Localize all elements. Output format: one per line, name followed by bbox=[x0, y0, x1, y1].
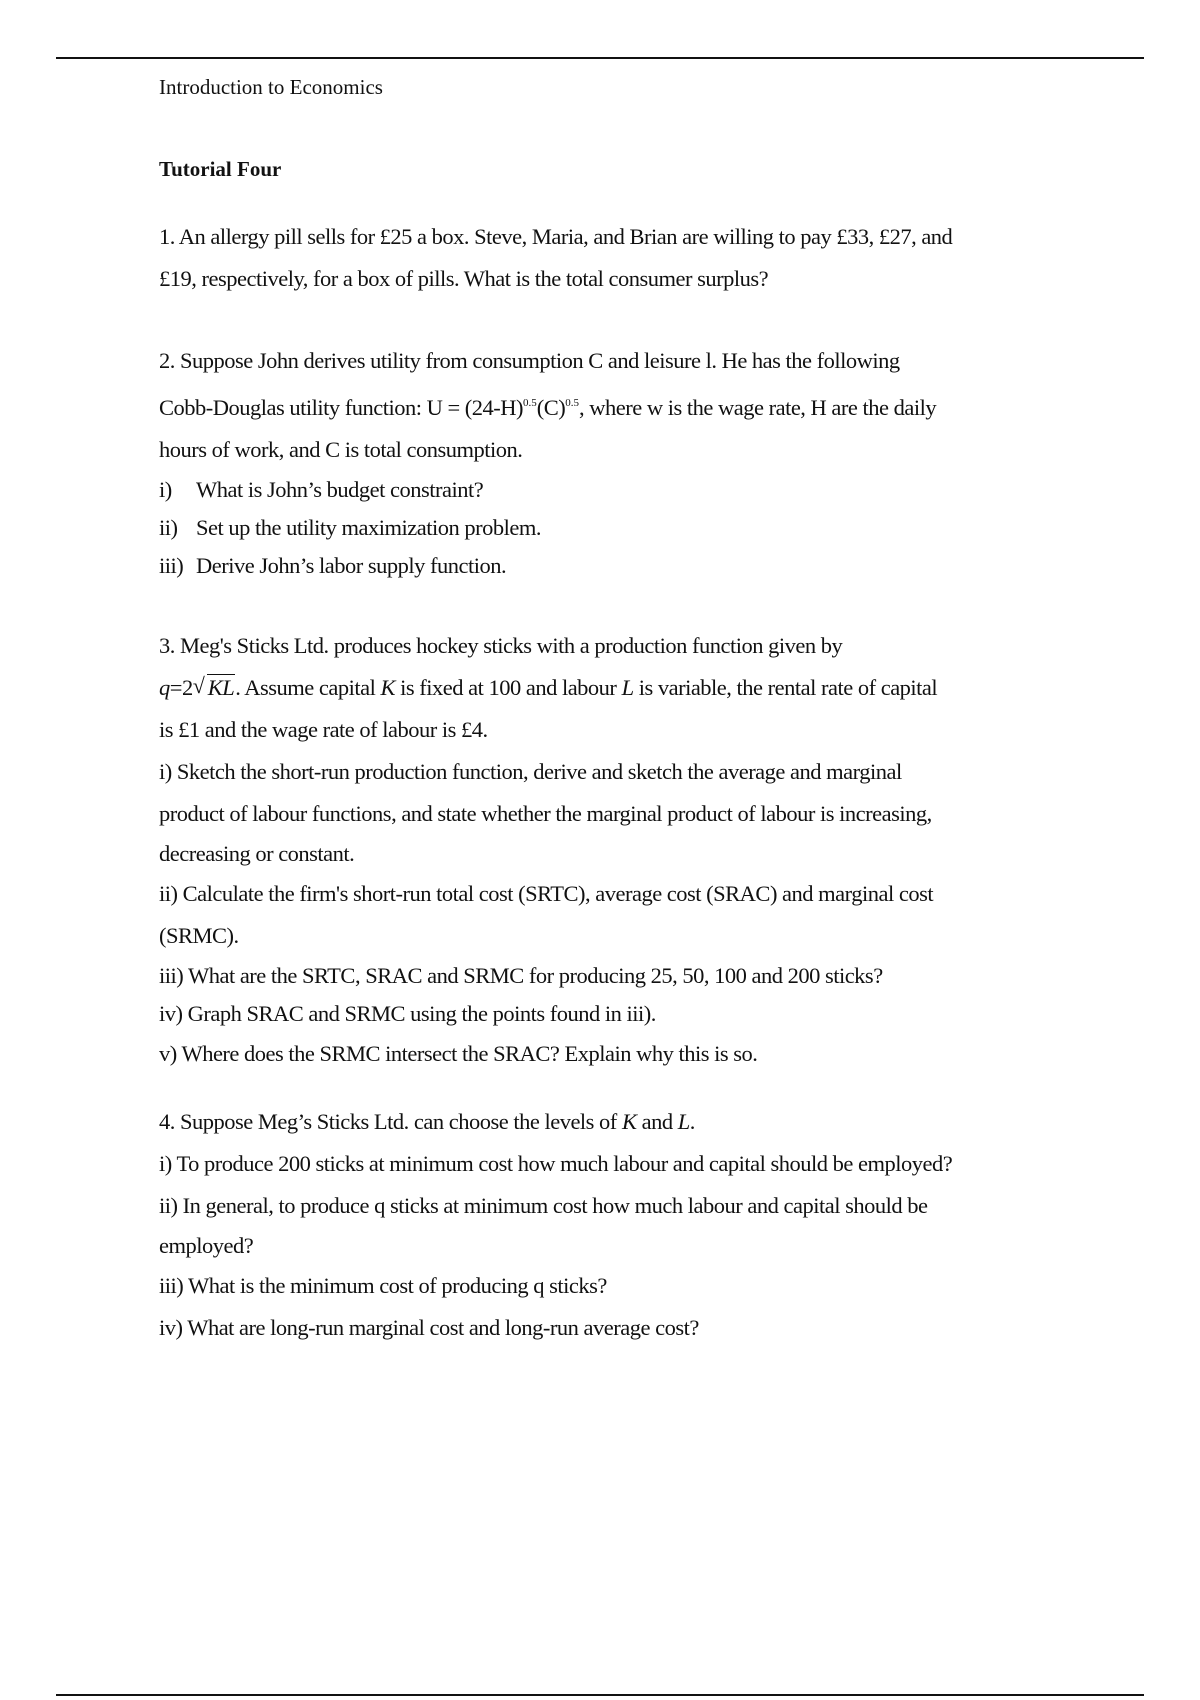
utility-function-suffix: , where w is the wage rate, H are the daily bbox=[579, 395, 937, 420]
question-2-item-2 bbox=[159, 509, 1059, 547]
top-rule bbox=[56, 57, 1144, 59]
question-2-line-3: hours of work, and C is total consumption. bbox=[159, 437, 523, 462]
question-4-line-1 bbox=[159, 1101, 1059, 1143]
question-4-part-iii: iii) What is the minimum cost of producing q sticks? bbox=[159, 1273, 607, 1298]
part-line: ii) Calculate the firm's short-run total cost (SRTC), average cost (SRAC) and marginal cost bbox=[159, 881, 934, 906]
bottom-rule bbox=[56, 1694, 1144, 1696]
assumption-text-a: . Assume capital bbox=[235, 675, 381, 700]
radical-sign-icon: √ bbox=[192, 673, 205, 698]
formula-lhs: q bbox=[159, 675, 170, 700]
variable-l: L bbox=[677, 1109, 690, 1134]
question-4 bbox=[159, 1101, 1059, 1349]
page-title: Tutorial Four bbox=[159, 157, 282, 181]
exponent-1: 0.5 bbox=[523, 397, 537, 409]
exponent-2: 0.5 bbox=[565, 397, 580, 409]
question-3-part-i bbox=[159, 751, 1059, 873]
part-line: decreasing or constant. bbox=[159, 841, 355, 866]
part-line: (SRMC). bbox=[159, 923, 239, 948]
course-header: Introduction to Economics bbox=[159, 75, 383, 99]
question-4-part-i: i) To produce 200 sticks at minimum cost how much labour and capital should be employed? bbox=[159, 1151, 953, 1176]
question-3 bbox=[159, 625, 1059, 1075]
variable-k: K bbox=[621, 1109, 637, 1134]
square-root bbox=[193, 667, 236, 709]
utility-function-middle: (C) bbox=[536, 395, 566, 420]
question-4-text-c: . bbox=[689, 1109, 695, 1134]
assumption-text-c: is variable, the rental rate of capital bbox=[633, 675, 938, 700]
item-text: Set up the utility maximization problem. bbox=[196, 515, 541, 540]
question-1-line-2: £19, respectively, for a box of pills. What is the total consumer surplus? bbox=[159, 266, 769, 291]
square-root-operand: KL bbox=[207, 675, 235, 700]
question-3-part-ii bbox=[159, 873, 1059, 957]
item-number: ii) bbox=[159, 515, 178, 540]
part-line: product of labour functions, and state whether the marginal product of labour is increasing, bbox=[159, 801, 932, 826]
question-2 bbox=[159, 340, 1059, 585]
question-2-line-1: 2. Suppose John derives utility from consumption C and leisure l. He has the following bbox=[159, 348, 900, 373]
part-line: i) Sketch the short-run production function, derive and sketch the average and marginal bbox=[159, 759, 902, 784]
question-4-part-ii bbox=[159, 1185, 1059, 1265]
question-3-line-1: 3. Meg's Sticks Ltd. produces hockey sticks with a production function given by bbox=[159, 633, 843, 658]
part-line: employed? bbox=[159, 1233, 254, 1258]
item-number: iii) bbox=[159, 553, 184, 578]
question-2-item-1 bbox=[159, 471, 1059, 509]
item-text: Derive John’s labor supply function. bbox=[196, 553, 507, 578]
question-3-part-iii: iii) What are the SRTC, SRAC and SRMC for producing 25, 50, 100 and 200 sticks? bbox=[159, 963, 883, 988]
question-4-part-iv: iv) What are long-run marginal cost and long-run average cost? bbox=[159, 1315, 699, 1340]
question-1-line-1: 1. An allergy pill sells for £25 a box. Steve, Maria, and Brian are willing to pay £33, £27, and bbox=[159, 224, 953, 249]
question-3-part-v: v) Where does the SRMC intersect the SRAC? Explain why this is so. bbox=[159, 1041, 758, 1066]
document-body bbox=[159, 72, 1059, 1349]
item-number: i) bbox=[159, 477, 172, 502]
question-2-item-3 bbox=[159, 547, 1059, 585]
question-2-line-2 bbox=[159, 382, 1059, 429]
question-3-line-3: is £1 and the wage rate of labour is £4. bbox=[159, 717, 488, 742]
item-text: What is John’s budget constraint? bbox=[196, 477, 484, 502]
question-4-text-a: 4. Suppose Meg’s Sticks Ltd. can choose the levels of bbox=[159, 1109, 622, 1134]
assumption-text-b: is fixed at 100 and labour bbox=[394, 675, 622, 700]
part-line: ii) In general, to produce q sticks at minimum cost how much labour and capital should be bbox=[159, 1193, 928, 1218]
utility-function-prefix: Cobb-Douglas utility function: U = (24-H) bbox=[159, 395, 524, 420]
question-3-part-iv: iv) Graph SRAC and SRMC using the points found in iii). bbox=[159, 1001, 656, 1026]
question-4-text-b: and bbox=[636, 1109, 678, 1134]
formula-equals: =2 bbox=[169, 675, 193, 700]
variable-l: L bbox=[621, 675, 634, 700]
question-1 bbox=[159, 216, 1059, 300]
question-3-line-2 bbox=[159, 667, 1059, 709]
variable-k: K bbox=[380, 675, 395, 700]
